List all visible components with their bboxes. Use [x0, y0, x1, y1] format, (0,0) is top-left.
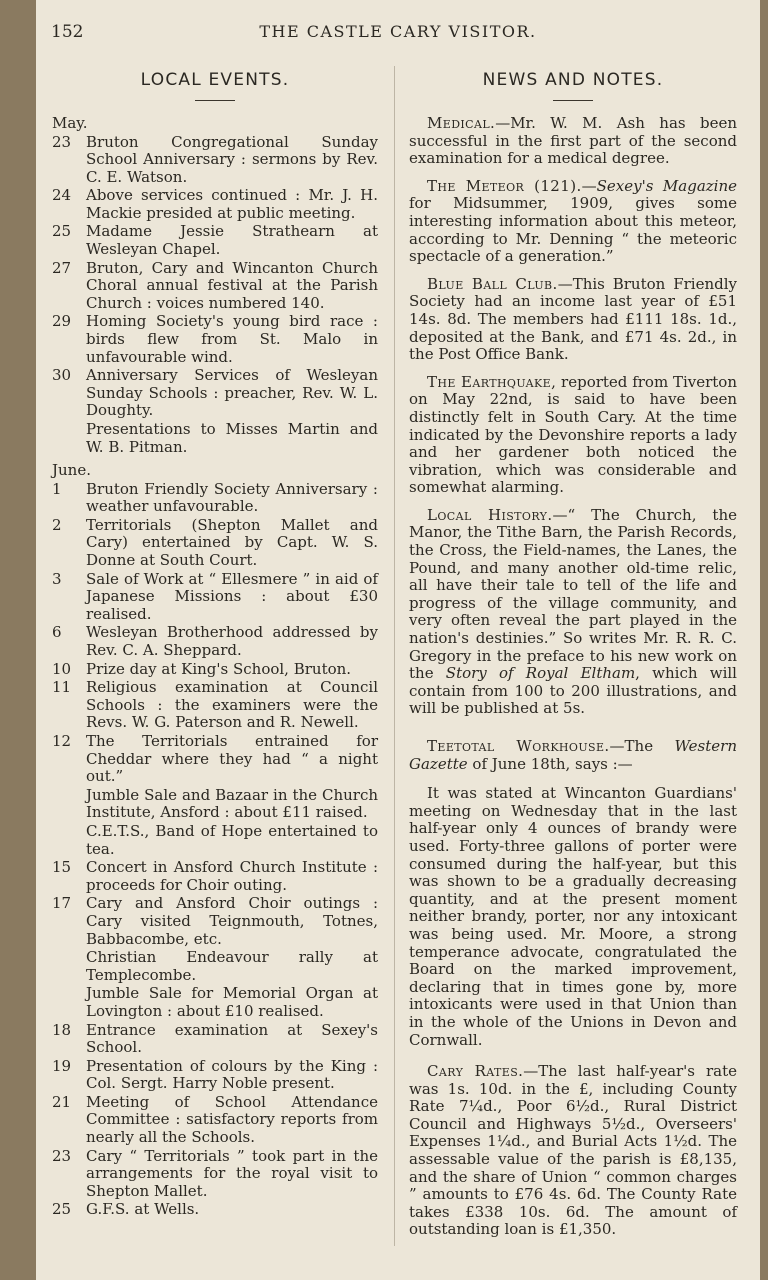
title-rule — [553, 100, 593, 101]
event-text: Bruton Friendly Society Anniversary : weather unfavourable. — [86, 479, 378, 516]
item-italic: Story of Royal Eltham — [445, 664, 636, 683]
event-day: 23 — [52, 132, 72, 151]
item-blue-ball — [409, 276, 737, 364]
event-day: 15 — [52, 858, 72, 877]
item-head: Medical. — [427, 114, 496, 132]
event-item — [52, 313, 378, 366]
event-text: Religious examination at Council Schools : the examiners were the Revs. W. G. Paterson and R. Newell. — [86, 678, 378, 732]
event-day: 25 — [52, 1200, 72, 1219]
event-day: 24 — [52, 186, 72, 205]
item-body: —The last half-year's rate was 1s. 10d. in the £, including County Rate 7¼d., Poor 6½d., Rural District Council and Highways 5½d., Overseers' Expenses 1¼d., and Burial Acts 1½d. The assessable value of the parish is £8,135, and the share of Union “ common charges ” amounts to £76 4s. 6d. The County Rate takes £338 10s. 6d. The amount of outstanding loan is £1,350. — [409, 1062, 737, 1239]
event-text: Cary and Ansford Choir outings : Cary visited Teignmouth, Totnes, Babbacombe, etc. — [86, 894, 378, 948]
event-text: Bruton, Cary and Wincanton Church Choral annual festival at the Parish Church : voices numbered 140. — [86, 258, 378, 312]
event-text: Prize day at King's School, Bruton. — [86, 659, 352, 678]
event-continuation: C.E.T.S., Band of Hope entertained to tea. — [86, 821, 378, 858]
event-day: 18 — [52, 1020, 72, 1039]
event-continuation: Christian Endeavour rally at Templecombe. — [86, 948, 378, 984]
event-item — [52, 624, 378, 659]
event-text: Presentation of colours by the King : Col. Sergt. Harry Noble present. — [86, 1056, 378, 1093]
event-item — [52, 1094, 378, 1147]
event-text: Homing Society's young bird race : birds flew from St. Malo in unfavourable wind. — [86, 312, 378, 366]
event-day: 6 — [52, 623, 62, 642]
event-item — [52, 367, 378, 420]
event-item — [52, 733, 378, 786]
column-divider — [394, 66, 395, 1246]
event-day: 19 — [52, 1056, 72, 1075]
event-text: Anniversary Services of Wesleyan Sunday Schools : preacher, Rev. W. L. Doughty. — [86, 366, 378, 420]
event-item — [52, 679, 378, 732]
event-text: Madame Jessie Strathearn at Wesleyan Chapel. — [86, 222, 378, 259]
event-text: Above services continued : Mr. J. H. Mackie presided at public meeting. — [86, 186, 378, 222]
item-italic: Western Gazette — [409, 737, 737, 773]
event-day: 17 — [52, 894, 72, 913]
event-day: 3 — [52, 569, 62, 588]
event-day: 23 — [52, 1146, 72, 1165]
running-head: THE CASTLE CARY VISITOR. — [259, 22, 537, 41]
item-head: The Meteor (121). — [427, 176, 582, 195]
june-events — [52, 481, 378, 1219]
item-head: Cary Rates. — [427, 1062, 524, 1081]
event-day: 2 — [52, 515, 62, 534]
event-day: 11 — [52, 678, 72, 697]
title-rule — [195, 100, 235, 101]
news-notes-column — [409, 66, 737, 1249]
item-head: Blue Ball Club. — [427, 274, 558, 293]
event-item — [52, 661, 378, 679]
item-meteor — [409, 178, 737, 266]
item-body: —Mr. W. M. Ash has been successful in the first part of the second examination for a medical degree. — [409, 114, 737, 168]
event-day: 29 — [52, 312, 72, 331]
event-day: 12 — [52, 732, 72, 750]
month-label-may: May. — [52, 114, 88, 132]
month-label-june: June. — [52, 461, 91, 480]
event-item — [52, 895, 378, 948]
event-day: 27 — [52, 258, 72, 277]
event-item — [52, 260, 378, 313]
event-text: The Territorials entrained for Cheddar where they had “ a night out.” — [86, 732, 378, 786]
page — [36, 0, 760, 1280]
event-text: Wesleyan Brotherhood addressed by Rev. C. A. Sheppard. — [86, 623, 378, 660]
item-teetotal — [409, 738, 737, 773]
item-body-end: , which will contain from 100 to 200 illustrations, and will be published at 5s. — [409, 664, 737, 718]
item-body: of June 18th, says :— — [467, 754, 633, 773]
event-text: Cary “ Territorials ” took part in the arrangements for the royal visit to Shepton Mallet. — [86, 1146, 378, 1200]
event-item — [52, 1201, 378, 1219]
item-dash: —The — [609, 737, 675, 755]
event-item — [52, 517, 378, 570]
event-text: Bruton Congregational Sunday School Anniversary : sermons by Rev. C. E. Watson. — [86, 132, 378, 186]
event-day: 30 — [52, 366, 72, 385]
event-item — [52, 134, 378, 187]
news-notes-title: NEWS AND NOTES. — [482, 70, 664, 90]
event-day: 21 — [52, 1092, 72, 1111]
item-cary-rates — [409, 1063, 737, 1239]
event-continuation: Jumble Sale and Bazaar in the Church Institute, Ansford : about £11 raised. — [86, 785, 378, 822]
event-text: Entrance examination at Sexey's School. — [86, 1020, 378, 1057]
event-day: 25 — [52, 222, 72, 241]
local-events-title: LOCAL EVENTS. — [140, 70, 290, 90]
event-text: Territorials (Shepton Mallet and Cary) entertained by Capt. W. S. Donne at South Court. — [86, 515, 378, 570]
event-item — [52, 1058, 378, 1093]
item-head: Teetotal Workhouse. — [427, 737, 610, 755]
event-text: Sale of Work at “ Ellesmere ” in aid of Japanese Missions : about £30 realised. — [86, 569, 378, 623]
event-item — [52, 859, 378, 894]
event-day: 1 — [52, 479, 62, 498]
event-continuation: Presentations to Misses Martin and W. B. Pitman. — [86, 420, 378, 456]
event-item — [52, 187, 378, 222]
event-continuation: Jumble Sale for Memorial Organ at Lovington : about £10 realised. — [86, 984, 378, 1020]
item-body: —“ The Church, the Manor, the Tithe Barn, the Parish Records, the Cross, the Field-names, the Lanes, the Pound, and many another old-time relic, all have their tale to tell of the life and progress of the village community, and very often reveal the part played in the nation's destinies.” So writes Mr. R. R. C. Gregory in the preface to his new work on the — [409, 505, 737, 683]
item-dash: — — [581, 176, 597, 195]
item-head: The Earthquake, — [427, 372, 557, 391]
event-text: Meeting of School Attendance Committee : satisfactory reports from nearly all the Schools. — [86, 1092, 378, 1147]
event-item — [52, 223, 378, 258]
item-head: Local History. — [427, 505, 553, 524]
may-events — [52, 134, 378, 457]
event-text: G.F.S. at Wells. — [86, 1200, 200, 1219]
page-number: 152 — [51, 22, 84, 42]
item-earthquake — [409, 374, 737, 497]
event-item — [52, 1148, 378, 1201]
item-local-history — [409, 507, 737, 718]
item-medical — [409, 115, 737, 168]
item-body: —This Bruton Friendly Society had an income last year of £51 14s. 8d. The members had £111 18s. 1d., deposited at the Bank, and £71 4s. 2d., in the Post Office Bank. — [409, 274, 737, 364]
item-italic: Sexey's Magazine — [596, 176, 738, 195]
event-item — [52, 481, 378, 516]
local-events-column — [52, 66, 378, 1220]
event-item — [52, 571, 378, 624]
event-item — [52, 1022, 378, 1057]
item-body: reported from Tiverton on May 22nd, is said to have been distinctly felt in South Cary. At the time indicated by the Devonshire reports a lady and her gardener both noticed the vibration, which was considerable and somewhat alarming. — [409, 372, 738, 497]
event-text: Concert in Ansford Church Institute : proceeds for Choir outing. — [86, 858, 378, 894]
item-quote: It was stated at Wincanton Guardians' meeting on Wednesday that in the last half-year only 4 ounces of brandy were used. Forty-three gallons of porter were consumed during the half-year, but this was shown to be a gradually decreasing quantity, and at the present moment neither brandy, porter, nor any intoxicant was being used. Mr. Moore, a strong temperance advocate, congratulated the Board on the marked improvement, declaring that in times gone by, more intoxicants were used in that Union than in the whole of the Unions in Devon and Cornwall. — [409, 784, 737, 1049]
event-day: 10 — [52, 659, 72, 678]
item-body: for Midsummer, 1909, gives some interesting information about this meteor, according to Mr. Denning “ the meteoric spectacle of a generation.” — [409, 194, 737, 266]
